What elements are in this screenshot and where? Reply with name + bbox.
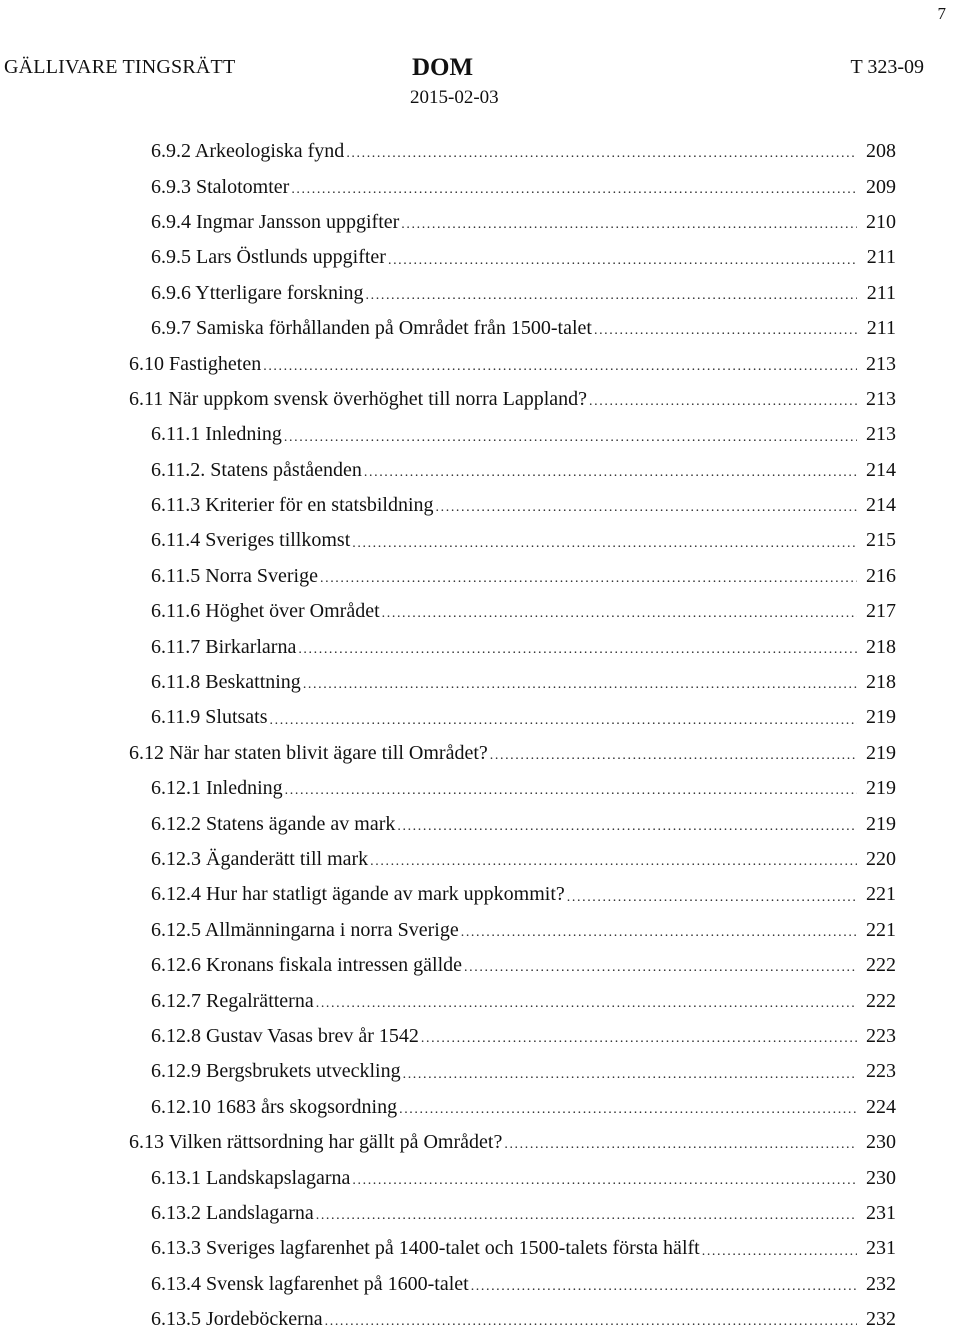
toc-entry-title: 6.9.4 Ingmar Jansson uppgifter xyxy=(151,210,400,233)
toc-entry[interactable] xyxy=(0,1125,960,1160)
toc-entry-page-number: 231 xyxy=(866,1201,896,1224)
toc-entry[interactable] xyxy=(0,134,960,169)
toc-entry[interactable] xyxy=(0,913,960,948)
toc-dot-leader xyxy=(291,182,857,205)
toc-entry-title: 6.11.5 Norra Sverige xyxy=(151,564,318,587)
toc-dot-leader xyxy=(382,606,857,629)
toc-dot-leader xyxy=(298,642,857,665)
toc-entry[interactable] xyxy=(0,453,960,488)
toc-entry-page-number: 214 xyxy=(866,494,896,517)
toc-dot-leader xyxy=(589,394,857,417)
toc-entry[interactable] xyxy=(0,523,960,558)
page-number: 7 xyxy=(937,4,946,23)
toc-dot-leader xyxy=(471,1279,857,1302)
toc-entry-title: 6.13.3 Sveriges lagfarenhet på 1400-talet och 1500-talets första hälft xyxy=(151,1237,700,1260)
toc-entry-title: 6.12.10 1683 års skogsordning xyxy=(151,1095,398,1118)
toc-dot-leader xyxy=(352,1173,857,1196)
toc-dot-leader xyxy=(702,1244,857,1267)
toc-entry-page-number: 209 xyxy=(866,175,896,198)
toc-entry-title: 6.13.4 Svensk lagfarenhet på 1600-talet xyxy=(151,1272,469,1295)
toc-dot-leader xyxy=(285,783,857,806)
toc-entry-title: 6.11.1 Inledning xyxy=(151,423,282,446)
toc-entry-title: 6.10 Fastigheten xyxy=(129,352,262,375)
toc-entry-page-number: 220 xyxy=(866,848,896,870)
toc-dot-leader xyxy=(403,1067,857,1090)
toc-entry-title: 6.13.5 Jordeböckerna xyxy=(151,1308,323,1331)
toc-dot-leader xyxy=(364,465,857,488)
toc-entry-page-number: 211 xyxy=(866,317,896,340)
toc-dot-leader xyxy=(421,1031,857,1054)
toc-entry-page-number: 214 xyxy=(866,458,896,481)
toc-entry[interactable] xyxy=(0,1054,960,1089)
toc-entry-title: 6.12.9 Bergsbrukets utveckling xyxy=(151,1060,401,1083)
toc-entry-title: 6.13.1 Landskapslagarna xyxy=(151,1166,351,1189)
toc-dot-leader xyxy=(284,430,857,453)
toc-entry-page-number: 219 xyxy=(866,812,896,835)
toc-entry-page-number: 223 xyxy=(866,1060,896,1083)
toc-entry-title: 6.12.2 Statens ägande av mark xyxy=(151,812,396,835)
toc-entry[interactable] xyxy=(0,594,960,629)
toc-dot-leader xyxy=(464,960,857,983)
toc-entry-page-number: 208 xyxy=(866,140,896,163)
toc-entry-title: 6.9.7 Samiska förhållanden på Området från 1500-talet xyxy=(151,317,592,340)
toc-entry[interactable] xyxy=(0,948,960,983)
toc-entry-title: 6.12.8 Gustav Vasas brev år 1542 xyxy=(151,1024,419,1047)
toc-entry-page-number: 230 xyxy=(866,1131,896,1154)
court-name: GÄLLIVARE TINGSRÄTT xyxy=(4,56,236,78)
toc-entry-title: 6.9.2 Arkeologiska fynd xyxy=(151,140,345,163)
toc-dot-leader xyxy=(461,925,857,948)
toc-entry[interactable] xyxy=(0,311,960,346)
toc-dot-leader xyxy=(397,819,857,842)
toc-dot-leader xyxy=(346,146,857,169)
toc-entry[interactable] xyxy=(0,736,960,771)
toc-dot-leader xyxy=(401,217,857,240)
toc-entry[interactable] xyxy=(0,417,960,452)
toc-entry[interactable] xyxy=(0,276,960,311)
toc-dot-leader xyxy=(504,1137,857,1160)
toc-dot-leader xyxy=(388,253,857,276)
toc-entry[interactable] xyxy=(0,1196,960,1231)
toc-entry[interactable] xyxy=(0,1019,960,1054)
toc-entry-title: 6.13.2 Landslagarna xyxy=(151,1201,314,1224)
toc-entry[interactable] xyxy=(0,700,960,735)
toc-entry[interactable] xyxy=(0,559,960,594)
toc-entry-page-number: 215 xyxy=(866,529,896,552)
toc-dot-leader xyxy=(370,854,857,877)
toc-entry-page-number: 213 xyxy=(866,423,896,446)
toc-entry-page-number: 211 xyxy=(866,281,896,304)
toc-entry-title: 6.9.5 Lars Östlunds uppgifter xyxy=(151,246,386,269)
toc-dot-leader xyxy=(436,500,857,523)
toc-dot-leader xyxy=(352,536,857,559)
toc-dot-leader xyxy=(490,748,857,771)
toc-entry-title: 6.11.2. Statens påståenden xyxy=(151,458,362,481)
toc-entry-page-number: 218 xyxy=(866,635,896,658)
toc-entry-page-number: 213 xyxy=(866,387,896,410)
toc-dot-leader xyxy=(366,288,857,311)
toc-dot-leader xyxy=(270,713,858,736)
toc-entry-page-number: 210 xyxy=(866,210,896,233)
toc-entry-title: 6.11.3 Kriterier för en statsbildning xyxy=(151,494,434,517)
toc-entry-page-number: 222 xyxy=(866,989,896,1012)
toc-entry-page-number: 223 xyxy=(866,1024,896,1047)
toc-entry-page-number: 219 xyxy=(866,741,896,764)
toc-entry-page-number: 216 xyxy=(866,564,896,587)
toc-entry[interactable] xyxy=(0,205,960,240)
toc-entry-title: 6.11 När uppkom svensk överhöghet till norra Lappland? xyxy=(129,387,588,410)
toc-entry[interactable] xyxy=(0,983,960,1018)
toc-entry-title: 6.12.7 Regalrätterna xyxy=(151,989,314,1012)
toc-dot-leader xyxy=(316,1208,857,1231)
toc-entry-title: 6.11.7 Birkarlarna xyxy=(151,635,297,658)
toc-entry-title: 6.12.4 Hur har statligt ägande av mark uppkommit? xyxy=(151,883,565,906)
toc-entry[interactable] xyxy=(0,382,960,417)
toc-entry[interactable] xyxy=(0,1160,960,1195)
toc-entry-page-number: 232 xyxy=(866,1272,896,1295)
toc-entry-title: 6.12.6 Kronans fiskala intressen gällde xyxy=(151,954,463,977)
toc-entry-title: 6.12.3 Äganderätt till mark xyxy=(151,848,369,870)
toc-entry[interactable] xyxy=(0,806,960,841)
toc-dot-leader xyxy=(303,677,857,700)
toc-entry-page-number: 224 xyxy=(866,1095,896,1118)
toc-dot-leader xyxy=(567,890,857,913)
toc-dot-leader xyxy=(325,1314,857,1337)
toc-entry-title: 6.11.8 Beskattning xyxy=(151,671,301,694)
toc-entry[interactable] xyxy=(0,629,960,664)
toc-entry-page-number: 213 xyxy=(866,352,896,375)
toc-entry-title: 6.9.3 Stalotomter xyxy=(151,175,290,198)
toc-entry-page-number: 232 xyxy=(866,1308,896,1331)
toc-entry[interactable] xyxy=(0,488,960,523)
toc-entry[interactable] xyxy=(0,665,960,700)
toc-entry-page-number: 230 xyxy=(866,1166,896,1189)
toc-entry-page-number: 218 xyxy=(866,671,896,694)
table-of-contents xyxy=(0,134,960,1337)
toc-entry-page-number: 211 xyxy=(866,246,896,269)
document-date: 2015-02-03 xyxy=(410,87,499,108)
document-type: DOM xyxy=(412,54,474,81)
case-number: T 323-09 xyxy=(850,56,924,78)
toc-entry-page-number: 231 xyxy=(866,1237,896,1260)
toc-entry-page-number: 221 xyxy=(866,883,896,906)
toc-entry-page-number: 222 xyxy=(866,954,896,977)
toc-entry-page-number: 219 xyxy=(866,706,896,729)
toc-entry[interactable] xyxy=(0,240,960,275)
toc-entry-page-number: 219 xyxy=(866,777,896,800)
document-header xyxy=(4,54,924,114)
toc-entry[interactable] xyxy=(0,1267,960,1302)
toc-entry-title: 6.11.4 Sveriges tillkomst xyxy=(151,529,351,552)
toc-entry[interactable] xyxy=(0,346,960,381)
toc-entry-title: 6.12 När har staten blivit ägare till Området? xyxy=(129,741,488,764)
toc-entry-title: 6.11.9 Slutsats xyxy=(151,706,268,729)
toc-dot-leader xyxy=(263,359,857,382)
toc-dot-leader xyxy=(320,571,857,594)
toc-dot-leader xyxy=(594,323,857,346)
toc-entry[interactable] xyxy=(0,771,960,806)
toc-entry[interactable] xyxy=(0,1090,960,1125)
toc-entry[interactable] xyxy=(0,1231,960,1266)
toc-entry-title: 6.12.5 Allmänningarna i norra Sverige xyxy=(151,918,459,941)
toc-dot-leader xyxy=(316,996,857,1019)
toc-dot-leader xyxy=(399,1102,857,1125)
toc-entry-title: 6.11.6 Höghet över Området xyxy=(151,600,380,623)
toc-entry[interactable] xyxy=(0,169,960,204)
toc-entry-title: 6.13 Vilken rättsordning har gällt på Området? xyxy=(129,1131,503,1154)
toc-entry[interactable] xyxy=(0,1302,960,1337)
toc-entry-title: 6.9.6 Ytterligare forskning xyxy=(151,281,364,304)
toc-entry-title: 6.12.1 Inledning xyxy=(151,777,283,800)
toc-entry[interactable] xyxy=(0,877,960,912)
toc-entry-page-number: 217 xyxy=(866,600,896,623)
toc-entry[interactable] xyxy=(0,842,960,877)
toc-entry-page-number: 221 xyxy=(866,918,896,941)
